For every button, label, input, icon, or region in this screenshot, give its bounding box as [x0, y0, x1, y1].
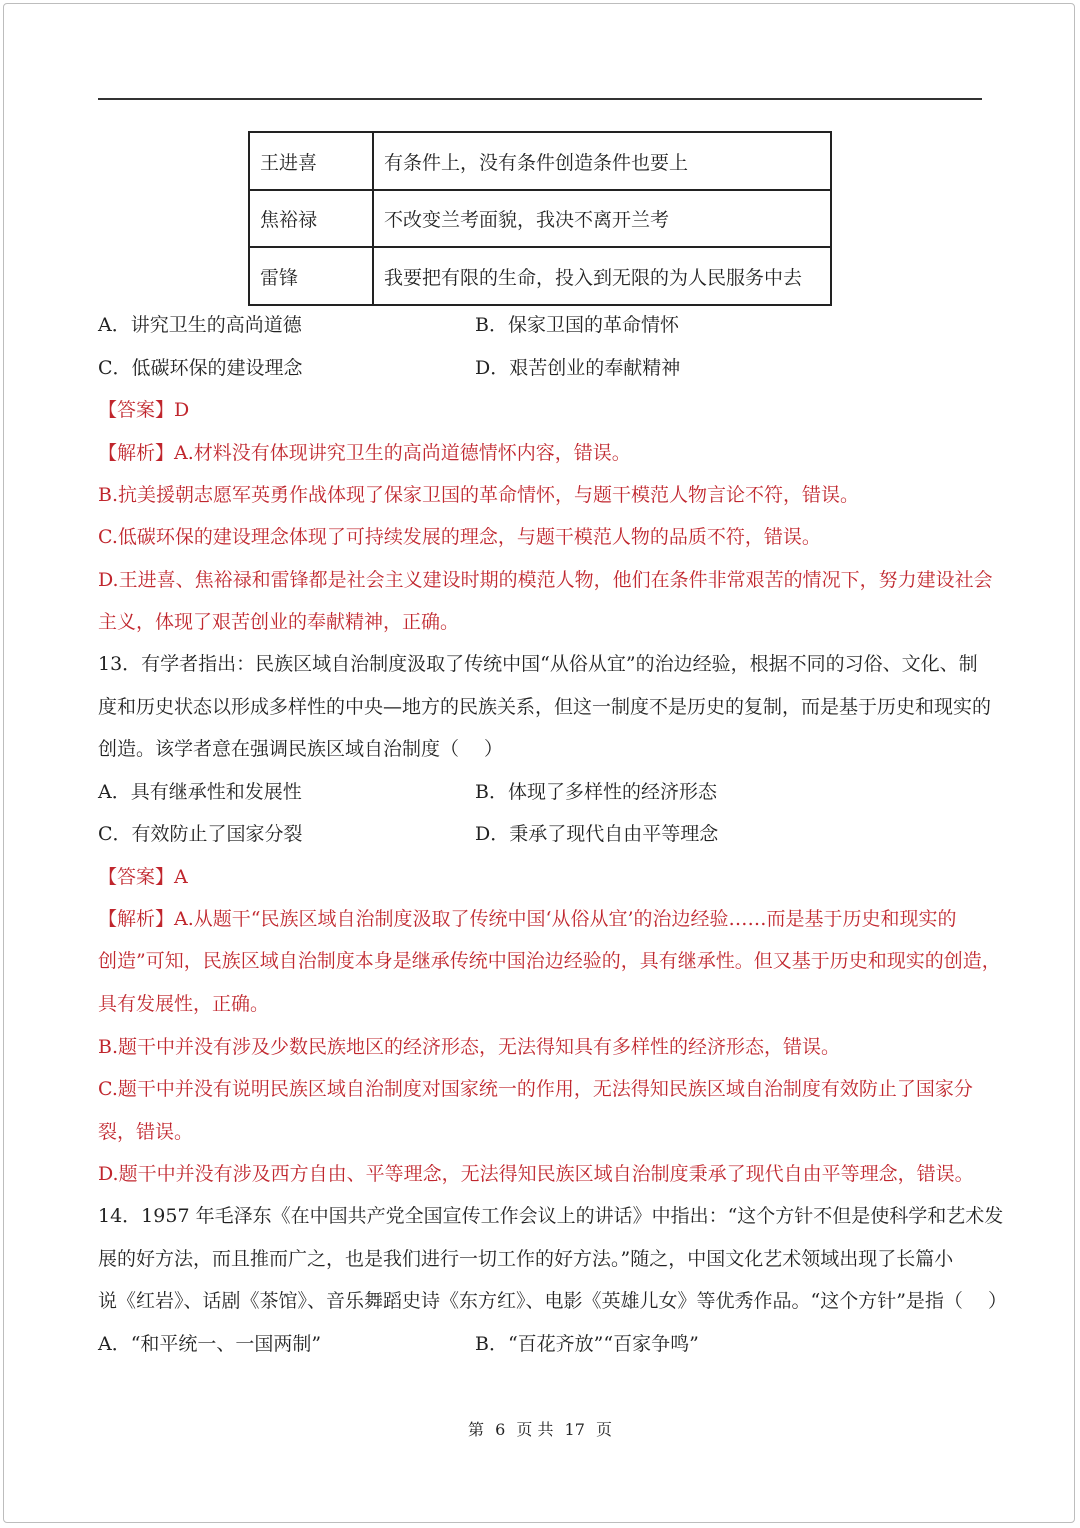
q13-analysis-line: C.题干中并没有说明民族区域自治制度对国家统一的作用，无法得知民族区域自治制度有效防止了国家分	[98, 1078, 973, 1100]
table-cell-quote: 有条件上，没有条件创造条件也要上	[373, 132, 831, 190]
footer-suffix: 页	[596, 1420, 613, 1439]
q13-analysis-line: 裂，错误。	[98, 1121, 194, 1143]
q13-analysis-line: B.题干中并没有涉及少数民族地区的经济形态，无法得知具有多样性的经济形态，错误。	[98, 1036, 841, 1058]
q13-option-d: D．秉承了现代自由平等理念	[475, 823, 719, 845]
q12-analysis-line: C.低碳环保的建设理念体现了可持续发展的理念，与题干模范人物的品质不符，错误。	[98, 526, 821, 548]
quote-table	[248, 131, 832, 306]
table-cell-name: 王进喜	[249, 132, 373, 190]
table-cell-quote: 不改变兰考面貌，我决不离开兰考	[373, 190, 831, 247]
q13-answer: 【答案】A	[98, 866, 188, 888]
q13-stem-line: 13．有学者指出：民族区域自治制度汲取了传统中国“从俗从宜”的治边经验，根据不同的习俗、文化、制	[98, 653, 978, 675]
q12-analysis-line: 【解析】A.材料没有体现讲究卫生的高尚道德情怀内容，错误。	[98, 442, 631, 464]
q13-analysis-line: 创造”可知，民族区域自治制度本身是继承传统中国治边经验的，具有继承性。但又基于历史和现实的创造，	[98, 950, 1001, 972]
table-cell-name: 焦裕禄	[249, 190, 373, 247]
q12-analysis-line: 主义，体现了艰苦创业的奉献精神，正确。	[98, 611, 460, 633]
table-row	[249, 247, 831, 305]
q13-option-b: B．体现了多样性的经济形态	[475, 781, 717, 803]
q12-analysis-line: B.抗美援朝志愿军英勇作战体现了保家卫国的革命情怀，与题干模范人物言论不符，错误。	[98, 484, 860, 506]
footer-prefix: 第	[467, 1420, 484, 1439]
q13-option-a: A．具有继承性和发展性	[98, 781, 302, 803]
q13-stem-line: 度和历史状态以形成多样性的中央—地方的民族关系，但这一制度不是历史的复制，而是基于历史和现实的	[98, 696, 992, 718]
table-cell-quote: 我要把有限的生命，投入到无限的为人民服务中去	[373, 247, 831, 305]
q12-analysis-line: D.王进喜、焦裕禄和雷锋都是社会主义建设时期的模范人物，他们在条件非常艰苦的情况下，努力建设社会	[98, 569, 993, 591]
q13-stem-line: 创造。该学者意在强调民族区域自治制度（ ）	[98, 738, 504, 760]
q14-stem-line: 展的好方法，而且推而广之，也是我们进行一切工作的好方法。”随之，中国文化艺术领域出现了长篇小	[98, 1248, 954, 1270]
q13-option-c: C．有效防止了国家分裂	[98, 823, 303, 845]
q12-option-b: B．保家卫国的革命情怀	[475, 314, 679, 336]
q12-option-c: C．低碳环保的建设理念	[98, 357, 303, 379]
q12-option-a: A．讲究卫生的高尚道德	[98, 314, 302, 336]
q14-stem-line: 说《红岩》、话剧《茶馆》、音乐舞蹈史诗《东方红》、电影《英雄儿女》等优秀作品。“这个方针”是指（ ）	[98, 1290, 1007, 1312]
footer-total-pages: 17	[564, 1420, 585, 1439]
q13-analysis-line: 具有发展性，正确。	[98, 993, 270, 1015]
footer-middle: 页 共	[516, 1420, 554, 1439]
table-row	[249, 190, 831, 247]
page-footer	[0, 1417, 1080, 1440]
q14-option-b: B．“百花齐放”“百家争鸣”	[475, 1333, 699, 1355]
q14-stem-line: 14．1957 年毛泽东《在中国共产党全国宣传工作会议上的讲话》中指出：“这个方针不但是使科学和艺术发	[98, 1205, 1004, 1227]
q14-option-a: A．“和平统一、一国两制”	[98, 1333, 322, 1355]
q13-analysis-line: 【解析】A.从题干“民族区域自治制度汲取了传统中国‘从俗从宜’的治边经验……而是基于历史和现实的	[98, 908, 957, 930]
table-cell-name: 雷锋	[249, 247, 373, 305]
table-row	[249, 132, 831, 190]
q12-option-d: D．艰苦创业的奉献精神	[475, 357, 681, 379]
header-rule	[98, 98, 982, 100]
q13-analysis-line: D.题干中并没有涉及西方自由、平等理念，无法得知民族区域自治制度秉承了现代自由平等理念，错误。	[98, 1163, 974, 1185]
footer-current-page: 6	[495, 1420, 506, 1439]
q12-answer: 【答案】D	[98, 399, 190, 421]
